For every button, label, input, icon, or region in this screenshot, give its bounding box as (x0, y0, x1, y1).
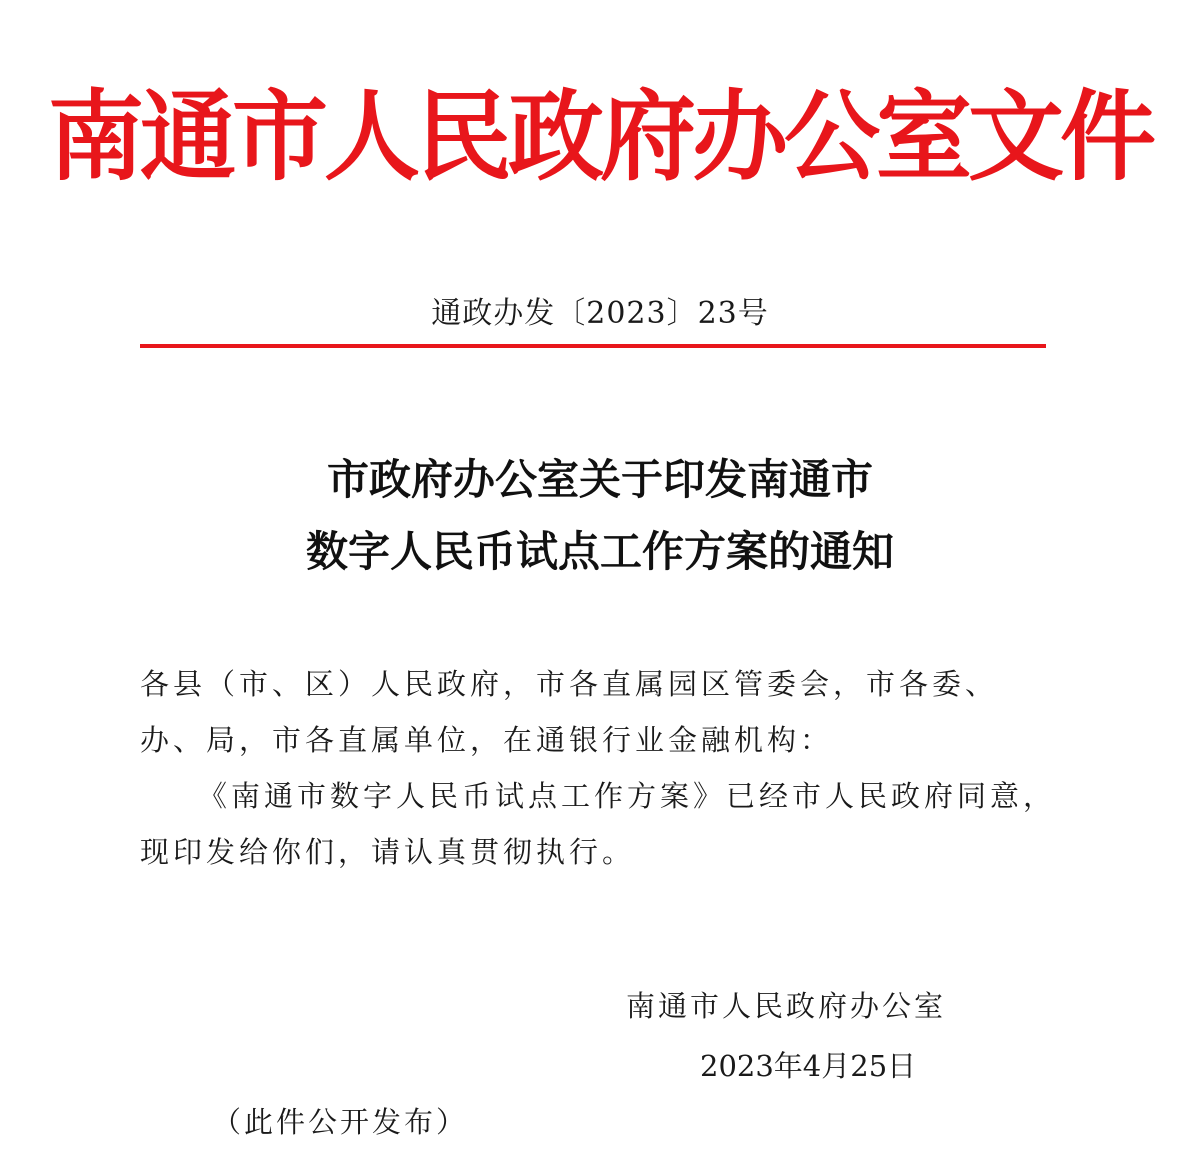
document-number: 通政办发〔2023〕23号 (431, 296, 769, 331)
issue-date: 2023年4月25日 (700, 1049, 917, 1083)
issuer-name: 南通市人民政府办公室 (626, 989, 947, 1023)
document-header-title: 南通市人民政府办公室文件 (48, 79, 1152, 195)
publication-note: （此件公开发布） (212, 1105, 469, 1139)
red-divider-line (140, 344, 1046, 348)
document-title-line-1: 市政府办公室关于印发南通市 (326, 455, 873, 504)
addressee-text: 各县（市、区）人民政府，市各直属园区管委会，市各委、办、局，市各直属单位，在通银行业金融机构： (140, 667, 999, 757)
body-paragraph: 《南通市数字人民币试点工作方案》已经市人民政府同意，现印发给你们，请认真贯彻执行。 (140, 779, 1057, 869)
document-title-line-2: 数字人民币试点工作方案的通知 (305, 527, 894, 576)
document-title (0, 448, 1200, 584)
